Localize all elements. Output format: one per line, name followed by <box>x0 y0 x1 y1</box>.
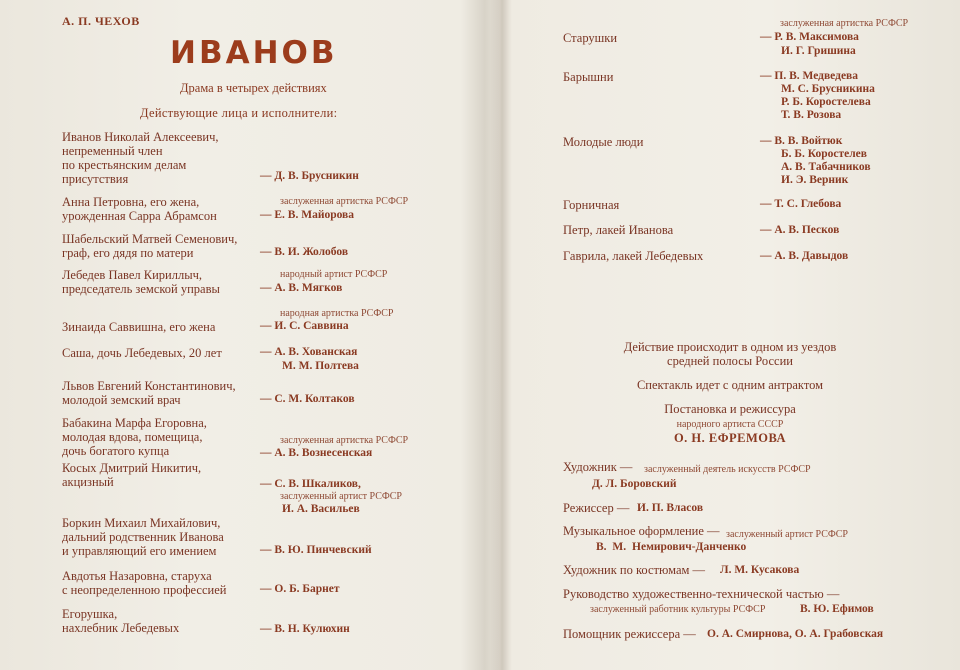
role-avdotya: Авдотья Назаровна, старуха с неопределенною профессией <box>62 569 227 597</box>
role-gavrila: Гаврила, лакей Лебедевых <box>563 249 704 263</box>
actor-kosykh-1: — С. В. Шкаликов, <box>260 478 361 490</box>
actor-egorushka: — В. Н. Кулюхин <box>260 623 350 635</box>
role-lvov: Львов Евгений Константинович, молодой земский врач <box>62 379 236 407</box>
actor-avdotya: — О. Б. Барнет <box>260 583 340 595</box>
assistant-name: О. А. Смирнова, О. А. Грабовская <box>707 628 884 640</box>
actor-baryshni-4: Т. В. Розова <box>781 109 842 121</box>
title-starushki: заслуженная артистка РСФСР <box>780 18 909 29</box>
title-babakina: заслуженная артистка РСФСР <box>280 435 409 446</box>
role-lebedev: Лебедев Павел Кириллыч, председатель земской управы <box>62 268 220 296</box>
direction-label: Постановка и режиссура <box>664 402 796 416</box>
role-zinaida: Зинаида Саввишна, его жена <box>62 320 216 334</box>
role-molodye: Молодые люди <box>563 135 644 149</box>
actor-borkin: — В. Ю. Пинчевский <box>260 544 372 556</box>
music-title: заслуженный артист РСФСР <box>726 529 848 540</box>
role-baryshni: Барышни <box>563 70 614 84</box>
music-label: Музыкальное оформление — <box>563 524 720 538</box>
role-shabelsky: Шабельский Матвей Семенович, граф, его дядя по матери <box>62 232 238 260</box>
actor-molodye-4: И. Э. Верник <box>781 174 849 186</box>
music-name: В. М. Немирович-Данченко <box>596 541 747 553</box>
role-gornichnaya: Горничная <box>563 198 620 212</box>
actor-baryshni-1: — П. В. Медведева <box>760 70 859 82</box>
actor-molodye-1: — В. В. Войтюк <box>760 135 843 147</box>
play-title: ИВАНОВ <box>170 35 338 71</box>
actor-gavrila: — А. В. Давыдов <box>760 250 849 262</box>
title-zinaida: народная артистка РСФСР <box>280 308 394 319</box>
actor-babakina: — А. В. Вознесенская <box>260 447 373 459</box>
role-kosykh: Косых Дмитрий Никитич, акцизный <box>62 461 202 489</box>
title-lebedev: народный артист РСФСР <box>280 269 388 280</box>
actor-ivanov: — Д. В. Брусникин <box>260 170 359 182</box>
intermission-note: Спектакль идет с одним антрактом <box>636 378 824 392</box>
cast-heading: Действующие лица и исполнители: <box>140 106 338 120</box>
regisseur-name: И. П. Власов <box>637 502 704 514</box>
actor-anna: — Е. В. Майорова <box>260 209 355 221</box>
director-title: народного артиста СССР <box>676 419 784 430</box>
page-fold <box>490 0 512 670</box>
role-ivanov: Иванов Николай Алексеевич, непременный член по крестьянским делам присутствия <box>62 130 219 186</box>
author: А. П. ЧЕХОВ <box>62 14 140 28</box>
actor-kosykh-2: И. А. Васильев <box>282 503 360 515</box>
assistant-label: Помощник режиссера — <box>563 627 696 641</box>
actor-lvov: — С. М. Колтаков <box>260 393 355 405</box>
setting-note: Действие происходит в одном из уездов средней полосы России <box>623 340 837 368</box>
actor-zinaida: — И. С. Саввина <box>260 320 349 332</box>
tech-label: Руководство художественно-технической частью — <box>563 587 840 601</box>
title-anna: заслуженная артистка РСФСР <box>280 196 409 207</box>
artist-name: Д. Л. Боровский <box>592 478 677 490</box>
actor-molodye-3: А. В. Табачников <box>781 161 871 173</box>
artist-label: Художник — <box>563 460 633 474</box>
actor-starushki-2: И. Г. Гришина <box>781 45 856 57</box>
role-anna: Анна Петровна, его жена, урожденная Сарра Абрамсон <box>62 195 217 223</box>
actor-baryshni-3: Р. Б. Коростелева <box>781 96 871 108</box>
director-name: О. Н. ЕФРЕМОВА <box>673 431 787 445</box>
costume-label: Художник по костюмам — <box>563 563 706 577</box>
play-subtitle: Драма в четырех действиях <box>180 81 327 95</box>
costume-name: Л. М. Кусакова <box>720 564 800 576</box>
role-starushki: Старушки <box>563 31 618 45</box>
tech-name: В. Ю. Ефимов <box>800 603 874 615</box>
actor-petr: — А. В. Песков <box>760 224 840 236</box>
role-petr: Петр, лакей Иванова <box>563 223 674 237</box>
tech-title: заслуженный работник культуры РСФСР <box>590 604 766 615</box>
regisseur-label: Режиссер — <box>563 501 630 515</box>
actor-gornichnaya: — Т. С. Глебова <box>760 198 842 210</box>
artist-title: заслуженный деятель искусств РСФСР <box>644 464 811 475</box>
role-sasha: Саша, дочь Лебедевых, 20 лет <box>62 346 222 360</box>
role-babakina: Бабакина Марфа Егоровна, молодая вдова, помещица, дочь богатого купца <box>62 416 207 458</box>
actor-baryshni-2: М. С. Брусникина <box>781 83 875 95</box>
actor-lebedev: — А. В. Мягков <box>260 282 343 294</box>
actor-molodye-2: Б. Б. Коростелев <box>781 148 867 160</box>
actor-sasha-1: — А. В. Хованская <box>260 346 358 358</box>
title-kosykh: заслуженный артист РСФСР <box>280 491 402 502</box>
role-borkin: Боркин Михаил Михайлович, дальний родственник Иванова и управляющий его имением <box>62 516 224 558</box>
actor-sasha-2: М. М. Полтева <box>282 360 359 372</box>
role-egorushka: Егорушка, нахлебник Лебедевых <box>62 607 180 635</box>
actor-shabelsky: — В. И. Жолобов <box>260 246 349 258</box>
actor-starushki-1: — Р. В. Максимова <box>760 31 859 43</box>
